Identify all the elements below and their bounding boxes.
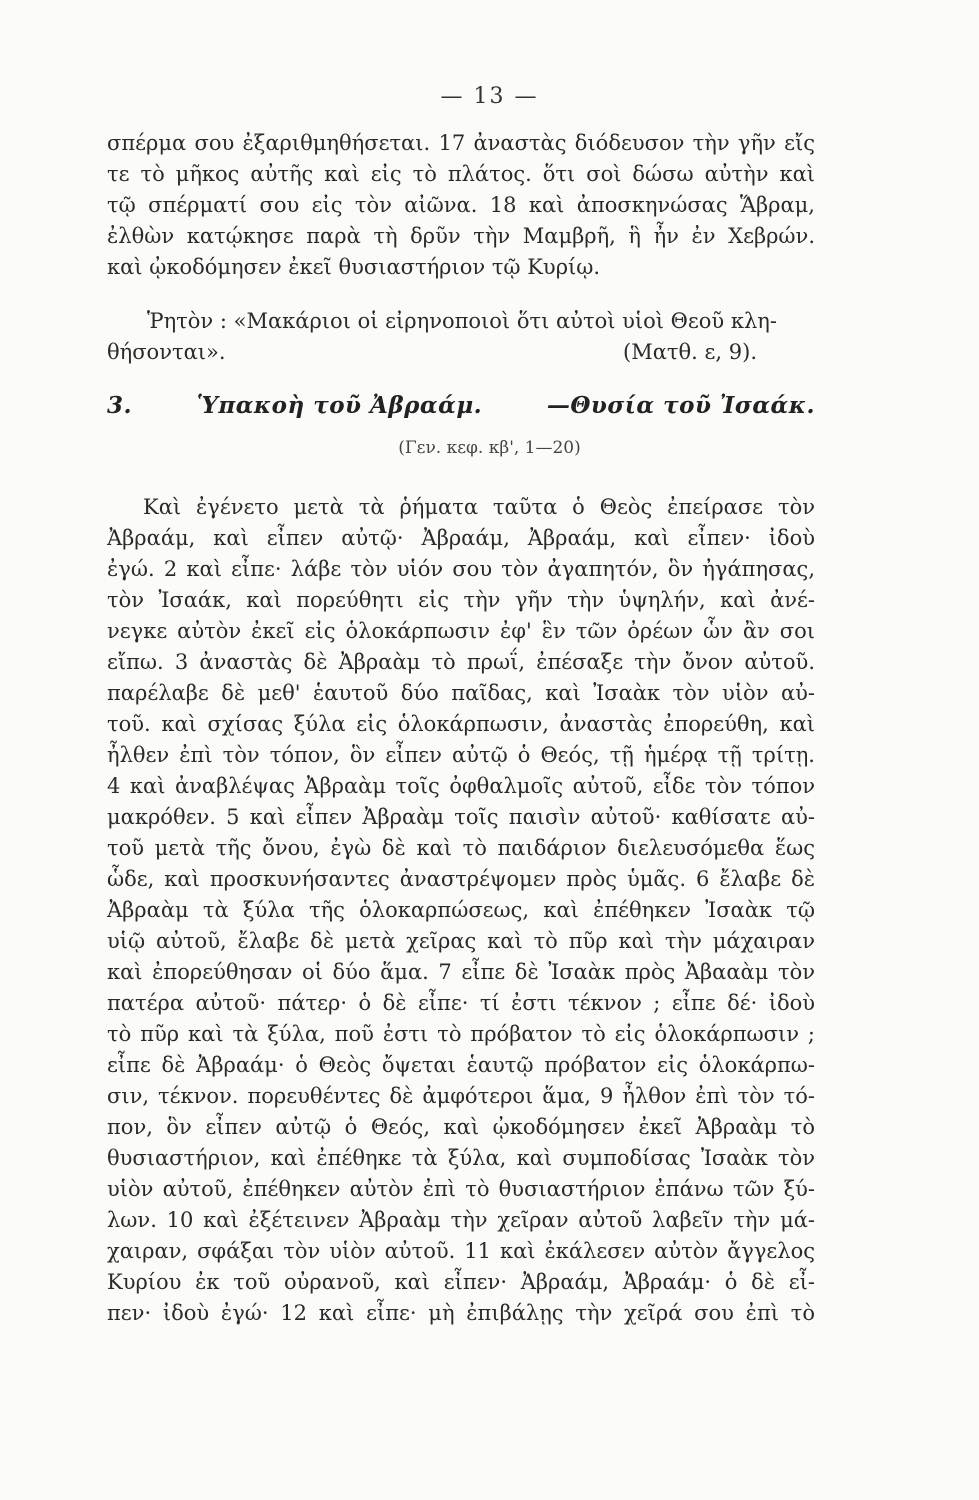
text-line: σιν, τέκνον. πορευθέντες δὲ ἀμφότεροι ἅμα, 9 ἦλθον ἐπὶ τὸν τό- — [107, 1084, 815, 1108]
text-line: τὸν Ἰσαάκ, καὶ πορεύθητι εἰς τὴν γῆν τὴν ὑψηλήν, καὶ ἀνέ- — [107, 588, 815, 612]
text-line: πον, ὃν εἶπεν αὐτῷ ὁ Θεός, καὶ ᾠκοδόμησεν ἐκεῖ Ἀβραὰμ τὸ — [107, 1115, 815, 1139]
text-line: καὶ ᾠκοδόμησεν ἐκεῖ θυσιαστήριον τῷ Κυρίῳ. — [107, 255, 601, 279]
text-line: τοῦ. καὶ σχίσας ξύλα εἰς ὁλοκάρπωσιν, ἀναστὰς ἐπορεύθη, καὶ — [107, 712, 815, 736]
text-line: νεγκε αὐτὸν ἐκεῖ εἰς ὁλοκάρπωσιν ἐφ' ἓν τῶν ὀρέων ὧν ἂν σοι — [107, 619, 815, 643]
text-line: θυσιαστήριον, καὶ ἐπέθηκε τὰ ξύλα, καὶ συμποδίσας Ἰσαὰκ τὸν — [107, 1146, 815, 1170]
text-line: πατέρα αὐτοῦ· πάτερ· ὁ δὲ εἶπε· τί ἐστι τέκνον ; εἶπε δέ· ἰδοὺ — [107, 991, 815, 1015]
section-number: 3. — [107, 392, 133, 419]
text-line: ἐγώ. 2 καὶ εἶπε· λάβε τὸν υἱόν σου τὸν ἀγαπητόν, ὃν ἠγάπησας, — [107, 557, 815, 581]
memory-verse — [107, 306, 815, 368]
text-line: ἐλθὼν κατῴκησε παρὰ τὴ δρῦν τὴν Μαμβρῆ, ἣ ἦν ἐν Χεβρών. — [107, 224, 815, 248]
text-line: υἱῷ αὐτοῦ, ἔλαβε δὲ μετὰ χεῖρας καὶ τὸ πῦρ καὶ τὴν μάχαιραν — [107, 929, 815, 953]
memory-verse-line: Ῥητὸν : «Μακάριοι οἱ εἰρηνοποιοὶ ὅτι αὐτοὶ υἱοὶ Θεοῦ κλη- — [147, 309, 777, 333]
text-line: παρέλαβε δὲ μεθ' ἑαυτοῦ δύο παῖδας, καὶ Ἰσαὰκ τὸν υἱὸν αὐ- — [107, 681, 815, 705]
section-heading — [107, 392, 815, 419]
section-title-sacrifice: —Θυσία τοῦ Ἰσαάκ. — [546, 392, 815, 419]
text-line: Καὶ ἐγένετο μετὰ τὰ ῥήματα ταῦτα ὁ Θεὸς ἐπείρασε τὸν — [143, 495, 815, 519]
text-line: πεν· ἰδοὺ ἐγώ· 12 καὶ εἶπε· μὴ ἐπιβάλῃς τὴν χεῖρά σου ἐπὶ τὸ — [107, 1301, 815, 1325]
section-reference: (Γεν. κεφ. κβ', 1—20) — [398, 438, 581, 458]
text-line: χαιραν, σφάξαι τὸν υἱὸν αὐτοῦ. 11 καὶ ἐκάλεσεν αὐτὸν ἄγγελος — [107, 1239, 815, 1263]
text-line: εἶπε δὲ Ἀβραάμ· ὁ Θεὸς ὄψεται ἑαυτῷ πρόβατον εἰς ὁλοκάρπω- — [107, 1053, 815, 1077]
text-line: μακρόθεν. 5 καὶ εἶπεν Ἀβραὰμ τοῖς παισὶν αὐτοῦ· καθίσατε αὐ- — [107, 805, 815, 829]
text-line: εἴπω. 3 ἀναστὰς δὲ Ἀβραὰμ τὸ πρωΐ, ἐπέσαξε τὴν ὄνον αὐτοῦ. — [107, 650, 815, 674]
text-line: 4 καὶ ἀναβλέψας Ἀβραὰμ τοῖς ὀφθαλμοῖς αὐτοῦ, εἶδε τὸν τόπον — [107, 774, 815, 798]
text-line: Ἀβραάμ, καὶ εἶπεν αὐτῷ· Ἀβραάμ, Ἀβραάμ, καὶ εἶπεν· ἰδοὺ — [107, 526, 815, 550]
text-line: καὶ ἐπορεύθησαν οἱ δύο ἅμα. 7 εἶπε δὲ Ἰσαὰκ πρὸς Ἀβααὰμ τὸν — [107, 960, 815, 984]
text-line: ἦλθεν ἐπὶ τὸν τόπον, ὃν εἶπεν αὐτῷ ὁ Θεός, τῇ ἡμέρᾳ τῇ τρίτῃ. — [107, 743, 815, 767]
paragraph-genesis-22 — [107, 492, 815, 1329]
page-number: — 13 — — [440, 84, 539, 109]
text-line: τὸ πῦρ καὶ τὰ ξύλα, ποῦ ἐστι τὸ πρόβατον τὸ εἰς ὁλοκάρπωσιν ; — [107, 1022, 815, 1046]
text-line: υἱὸν αὐτοῦ, ἐπέθηκεν αὐτὸν ἐπὶ τὸ θυσιαστήριον ἐπάνω τῶν ξύ- — [107, 1177, 815, 1201]
text-line: λων. 10 καὶ ἐξέτεινεν Ἀβραὰμ τὴν χεῖραν αὐτοῦ λαβεῖν τὴν μά- — [107, 1208, 815, 1232]
text-line: Κυρίου ἐκ τοῦ οὐρανοῦ, καὶ εἶπεν· Ἀβραάμ, Ἀβραάμ· ὁ δὲ εἶ- — [107, 1270, 815, 1294]
text-line: σπέρμα σου ἐξαριθμηθήσεται. 17 ἀναστὰς διόδευσον τὴν γῆν εἴς — [107, 131, 815, 155]
memory-verse-row — [107, 337, 815, 368]
text-line: ὧδε, καὶ προσκυνήσαντες ἀναστρέψομεν πρὸς ὑμᾶς. 6 ἔλαβε δὲ — [107, 867, 815, 891]
section-title-obedience: Ὑπακοὴ τοῦ Ἀβραάμ. — [196, 392, 483, 419]
memory-verse-line: θήσονται». — [107, 340, 226, 364]
text-line: τε τὸ μῆκος αὐτῆς καὶ εἰς τὸ πλάτος. ὅτι σοὶ δώσω αὐτὴν καὶ — [107, 162, 815, 186]
memory-verse-reference: (Ματθ. ε, 9). — [623, 340, 757, 364]
text-line: Ἀβραὰμ τὰ ξύλα τῆς ὁλοκαρπώσεως, καὶ ἐπέθηκεν Ἰσαὰκ τῷ — [107, 898, 815, 922]
text-line: τοῦ μετὰ τῆς ὄνου, ἐγὼ δὲ καὶ τὸ παιδάριον διελευσόμεθα ἕως — [107, 836, 815, 860]
text-line: τῷ σπέρματί σου εἰς τὸν αἰῶνα. 18 καὶ ἀποσκηνώσας Ἅβραμ, — [107, 193, 815, 217]
paragraph-genesis-13 — [107, 128, 815, 283]
